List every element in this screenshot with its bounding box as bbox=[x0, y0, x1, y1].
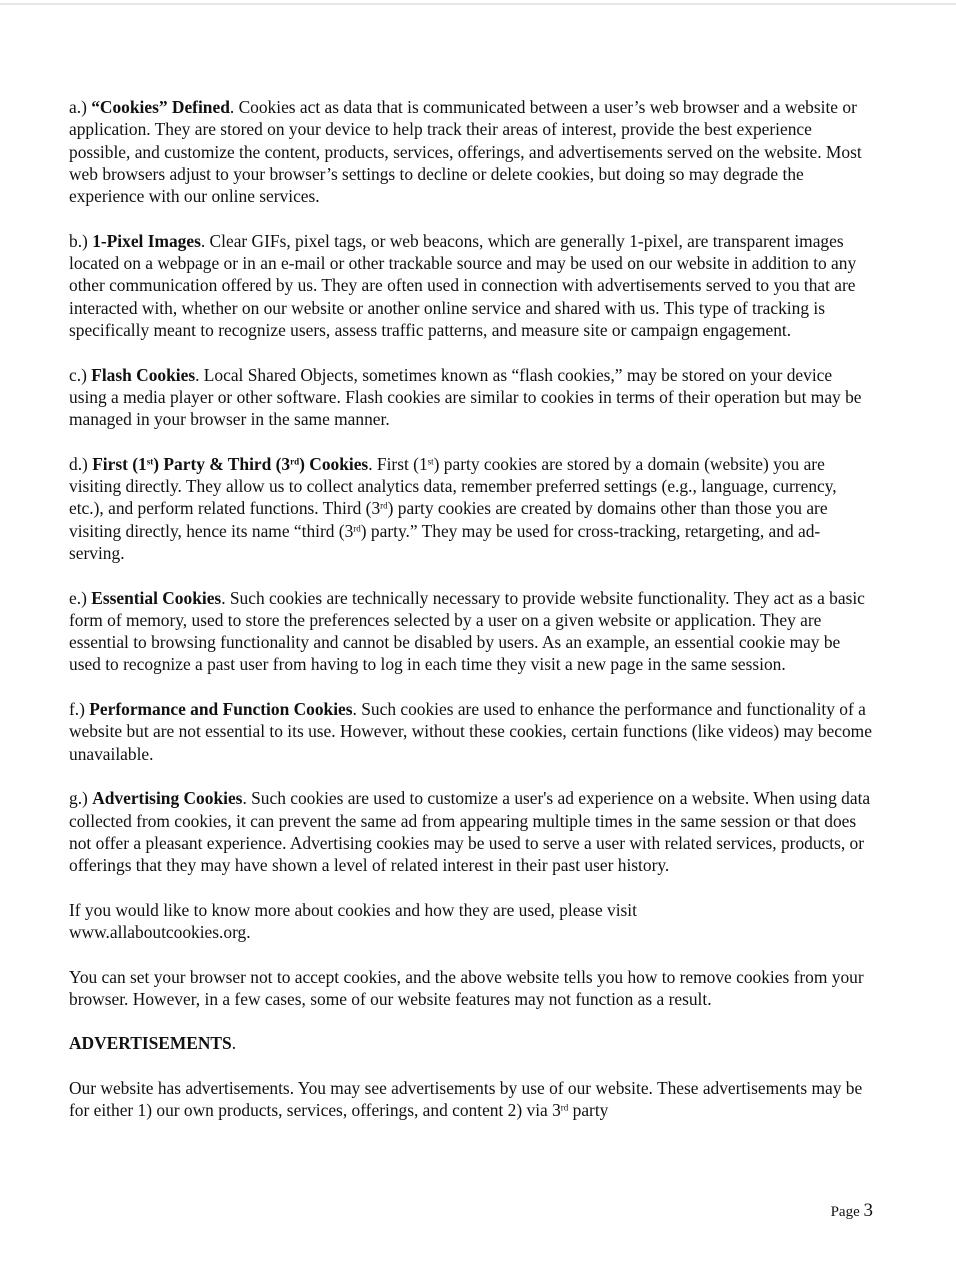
item-text: . First (1st) party cookies are stored by a domain (website) you are visiting directly. They allow us to collect analytics data, remember preferred settings (e.g., language, currency, etc.), and perform related functions. Third (3rd) party cookies are created by domains other than those you are visiting directly, hence its name “third (3rd) party.” They may be used for cross-tracking, retargeting, and ad-serving. bbox=[69, 453, 837, 563]
document-page bbox=[69, 96, 874, 1144]
paragraph-first-third-party bbox=[69, 453, 874, 564]
item-text: . Local Shared Objects, sometimes known as “flash cookies,” may be stored on your device using a media player or other software. Flash cookies are similar to cookies in terms of their operation but may be managed in your browser in the same manner. bbox=[69, 364, 862, 430]
item-prefix: b.) bbox=[69, 230, 93, 251]
advertisements-heading: ADVERTISEMENTS. bbox=[69, 1033, 237, 1054]
page-number-value: 3 bbox=[863, 1200, 873, 1221]
page-number bbox=[831, 1200, 873, 1222]
advertisements-text: Our website has advertisements. You may see advertisements by use of our website. These advertisements may be for either 1) our own products, services, offerings, and content 2) via 3 bbox=[69, 1078, 863, 1121]
item-text: . Such cookies are technically necessary to provide website functionality. They act as a basic form of memory, used to store the preferences selected by a user on a given website or application. They are essential to browsing functionality and cannot be disabled by users. As an example, an essential cookie may be used to recognize a past user from having to log in each time they visit a new page in the same session. bbox=[69, 587, 865, 675]
item-heading: “Cookies” Defined bbox=[91, 97, 230, 117]
paragraph-pixel-images bbox=[69, 230, 874, 341]
item-heading: First (1st) Party & Third (3rd) Cookies bbox=[92, 453, 369, 474]
item-heading: Performance and Function Cookies bbox=[89, 699, 353, 720]
item-heading: Advertising Cookies bbox=[92, 788, 243, 809]
allaboutcookies-link[interactable]: www.allaboutcookies.org bbox=[69, 921, 247, 942]
paragraph-essential-cookies bbox=[69, 587, 874, 676]
paragraph-more-info: If you would like to know more about cookies and how they are used, please visit www.allaboutcookies.org. bbox=[69, 899, 637, 942]
page-label: Page bbox=[830, 1204, 864, 1220]
item-prefix: g.) bbox=[69, 788, 93, 809]
browser-text: You can set your browser not to accept cookies, and the above website tells you how to remove cookies from your browser. However, in a few cases, some of our website features may not function as a result. bbox=[69, 966, 864, 1009]
item-prefix: e.) bbox=[69, 587, 92, 608]
paragraph-advertisements: Our website has advertisements. You may see advertisements by use of our website. These advertisements may be for either 1) our own products, services, offerings, and content 2) via 3rd party bbox=[69, 1078, 863, 1121]
top-rule bbox=[0, 3, 956, 5]
item-text: . Clear GIFs, pixel tags, or web beacons, which are generally 1-pixel, are transparent images located on a webpage or in an e-mail or other trackable source and may be used on our website in addition to any other communication offered by us. They are often used in connection with advertisements served to you that are interacted with, whether on our website or another online service and shared with us. This type of tracking is specifically meant to recognize users, assess traffic patterns, and measure site or campaign engagement. bbox=[69, 230, 857, 340]
item-prefix: c.) bbox=[69, 364, 92, 385]
info-text: If you would like to know more about cookies and how they are used, please visit bbox=[69, 899, 637, 920]
item-heading: Flash Cookies bbox=[91, 364, 196, 385]
paragraph-performance-cookies bbox=[69, 698, 874, 765]
paragraph-advertising-cookies bbox=[69, 787, 874, 876]
item-heading: 1-Pixel Images bbox=[92, 230, 201, 251]
item-text: . Cookies act as data that is communicated between a user’s web browser and a website or application. They are stored on your device to help track their areas of interest, provide the best experience possible, and customize the content, products, services, offerings, and advertisements served on the website. Most web browsers adjust to your browser’s settings to decline or delete cookies, but doing so may degrade the experience with our online services. bbox=[69, 97, 862, 207]
paragraph-flash-cookies bbox=[69, 364, 874, 431]
item-text: . Such cookies are used to customize a user's ad experience on a website. When using data collected from cookies, it can prevent the same ad from appearing multiple times in the same session or that does not offer a pleasant experience. Advertising cookies may be used to serve a user with related services, products, or offerings that they may have shown a level of related interest in their past user history. bbox=[69, 788, 871, 876]
paragraph-cookies-defined bbox=[69, 96, 874, 207]
paragraph-browser-settings bbox=[69, 966, 874, 1011]
item-prefix: d.) bbox=[69, 453, 93, 474]
section-heading: ADVERTISEMENTS bbox=[69, 1033, 232, 1054]
item-prefix: a.) bbox=[69, 97, 92, 117]
item-prefix: f.) bbox=[69, 699, 90, 720]
item-heading: Essential Cookies bbox=[91, 587, 222, 608]
item-text: . Such cookies are used to enhance the performance and functionality of a website but are not essential to its use. However, without these cookies, certain functions (like videos) may become unavailable. bbox=[69, 699, 872, 764]
